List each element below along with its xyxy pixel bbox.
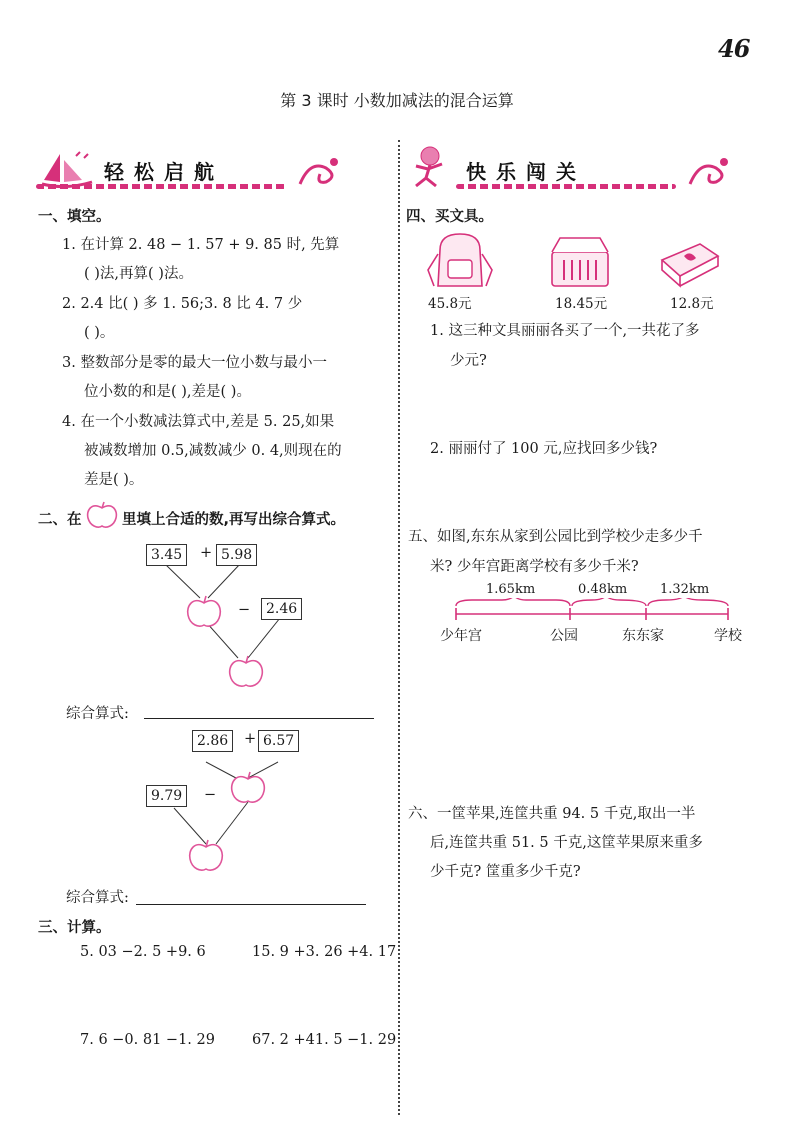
apple-blank-2[interactable] bbox=[226, 654, 266, 690]
diagram-2-op1: + bbox=[244, 731, 257, 747]
calc-2: 15. 9 +3. 26 +4. 17 bbox=[252, 944, 397, 960]
q3-line1: 3. 整数部分是零的最大一位小数与最小一 bbox=[62, 355, 327, 371]
lesson-title: 第 3 课时 小数加减法的混合运算 bbox=[280, 91, 514, 110]
formula-2-label: 综合算式: bbox=[66, 890, 129, 906]
price-pencil-case: 18.45元 bbox=[555, 296, 608, 312]
formula-2-answer-line[interactable] bbox=[136, 903, 366, 905]
place-youth-palace: 少年宫 bbox=[440, 628, 482, 644]
q4-1-line2: 少元? bbox=[450, 353, 487, 369]
apple-blank-4[interactable] bbox=[186, 838, 226, 874]
q6-line3: 少千克? 筐重多少千克? bbox=[430, 864, 581, 880]
q2-line2: ( )。 bbox=[84, 325, 115, 341]
place-park: 公园 bbox=[550, 628, 578, 644]
page-number: 46 bbox=[718, 34, 750, 63]
q5-line1: 五、如图,东东从家到公园比到学校少走多少千 bbox=[408, 529, 703, 545]
q6-line2: 后,连筐共重 51. 5 千克,这筐苹果原来重多 bbox=[430, 835, 703, 851]
calc-4: 67. 2 +41. 5 −1. 29 bbox=[252, 1032, 397, 1048]
swirl-ornament-icon bbox=[296, 154, 346, 188]
calc-1: 5. 03 −2. 5 +9. 6 bbox=[80, 944, 206, 960]
q5-line2: 米? 少年宫距离学校有多少千米? bbox=[430, 559, 639, 575]
diagram-2-number-c: 9.79 bbox=[146, 785, 187, 807]
swirl-ornament-icon bbox=[686, 154, 736, 188]
right-banner bbox=[406, 150, 766, 194]
diagram-1-number-b: 5.98 bbox=[216, 544, 257, 566]
section-2-title-post: 里填上合适的数,再写出综合算式。 bbox=[122, 512, 346, 528]
q4-line3: 差是( )。 bbox=[84, 472, 144, 488]
distance-1: 1.65km bbox=[486, 582, 536, 597]
pencil-box-icon bbox=[656, 240, 722, 288]
q2-line1: 2. 2.4 比( ) 多 1. 56;3. 8 比 4. 7 少 bbox=[62, 296, 303, 312]
diagram-2-number-b: 6.57 bbox=[258, 730, 299, 752]
route-diagram bbox=[452, 598, 734, 628]
calc-3: 7. 6 −0. 81 −1. 29 bbox=[80, 1032, 215, 1048]
section-2-title-pre: 二、在 bbox=[38, 512, 82, 528]
apple-blank-3[interactable] bbox=[228, 770, 268, 806]
section-1-title: 一、填空。 bbox=[38, 209, 111, 225]
backpack-icon bbox=[424, 230, 496, 292]
q4-line1: 4. 在一个小数减法算式中,差是 5. 25,如果 bbox=[62, 414, 335, 430]
diagram-2-number-a: 2.86 bbox=[192, 730, 233, 752]
place-school: 学校 bbox=[714, 628, 742, 644]
banner-dots bbox=[456, 184, 676, 189]
price-pencil-box: 12.8元 bbox=[670, 296, 714, 312]
banner-dots bbox=[36, 184, 286, 189]
formula-1-label: 综合算式: bbox=[66, 706, 129, 722]
price-backpack: 45.8元 bbox=[428, 296, 472, 312]
apple-blank-1[interactable] bbox=[184, 594, 224, 630]
diagram-1-op2: − bbox=[238, 602, 251, 618]
q4-2: 2. 丽丽付了 100 元,应找回多少钱? bbox=[430, 441, 658, 457]
formula-1-answer-line[interactable] bbox=[144, 717, 374, 719]
left-banner-title: 轻松启航 bbox=[104, 160, 224, 184]
diagram-1-op1: + bbox=[200, 545, 213, 561]
diagram-1-number-c: 2.46 bbox=[261, 598, 302, 620]
q1-line1: 1. 在计算 2. 48 − 1. 57 + 9. 85 时, 先算 bbox=[62, 237, 340, 253]
apple-icon bbox=[84, 500, 120, 530]
section-3-title: 三、计算。 bbox=[38, 920, 111, 936]
q3-line2: 位小数的和是( ),差是( )。 bbox=[84, 384, 251, 400]
left-banner bbox=[36, 150, 366, 194]
right-banner-title: 快乐闯关 bbox=[466, 160, 586, 184]
q4-line2: 被减数增加 0.5,减数减少 0. 4,则现在的 bbox=[84, 443, 342, 459]
kid-runner-icon bbox=[408, 144, 454, 190]
q4-1-line1: 1. 这三种文具丽丽各买了一个,一共花了多 bbox=[430, 323, 700, 339]
q6-line1: 六、一筐苹果,连筐共重 94. 5 千克,取出一半 bbox=[408, 806, 696, 822]
column-divider bbox=[398, 140, 400, 1115]
place-dongdong-home: 东东家 bbox=[622, 628, 664, 644]
distance-3: 1.32km bbox=[660, 582, 710, 597]
pencil-case-icon bbox=[548, 234, 612, 290]
diagram-1-number-a: 3.45 bbox=[146, 544, 187, 566]
diagram-2-op2: − bbox=[204, 787, 217, 803]
q1-line2: ( )法,再算( )法。 bbox=[84, 266, 193, 282]
section-4-title: 四、买文具。 bbox=[406, 209, 493, 225]
distance-2: 0.48km bbox=[578, 582, 628, 597]
